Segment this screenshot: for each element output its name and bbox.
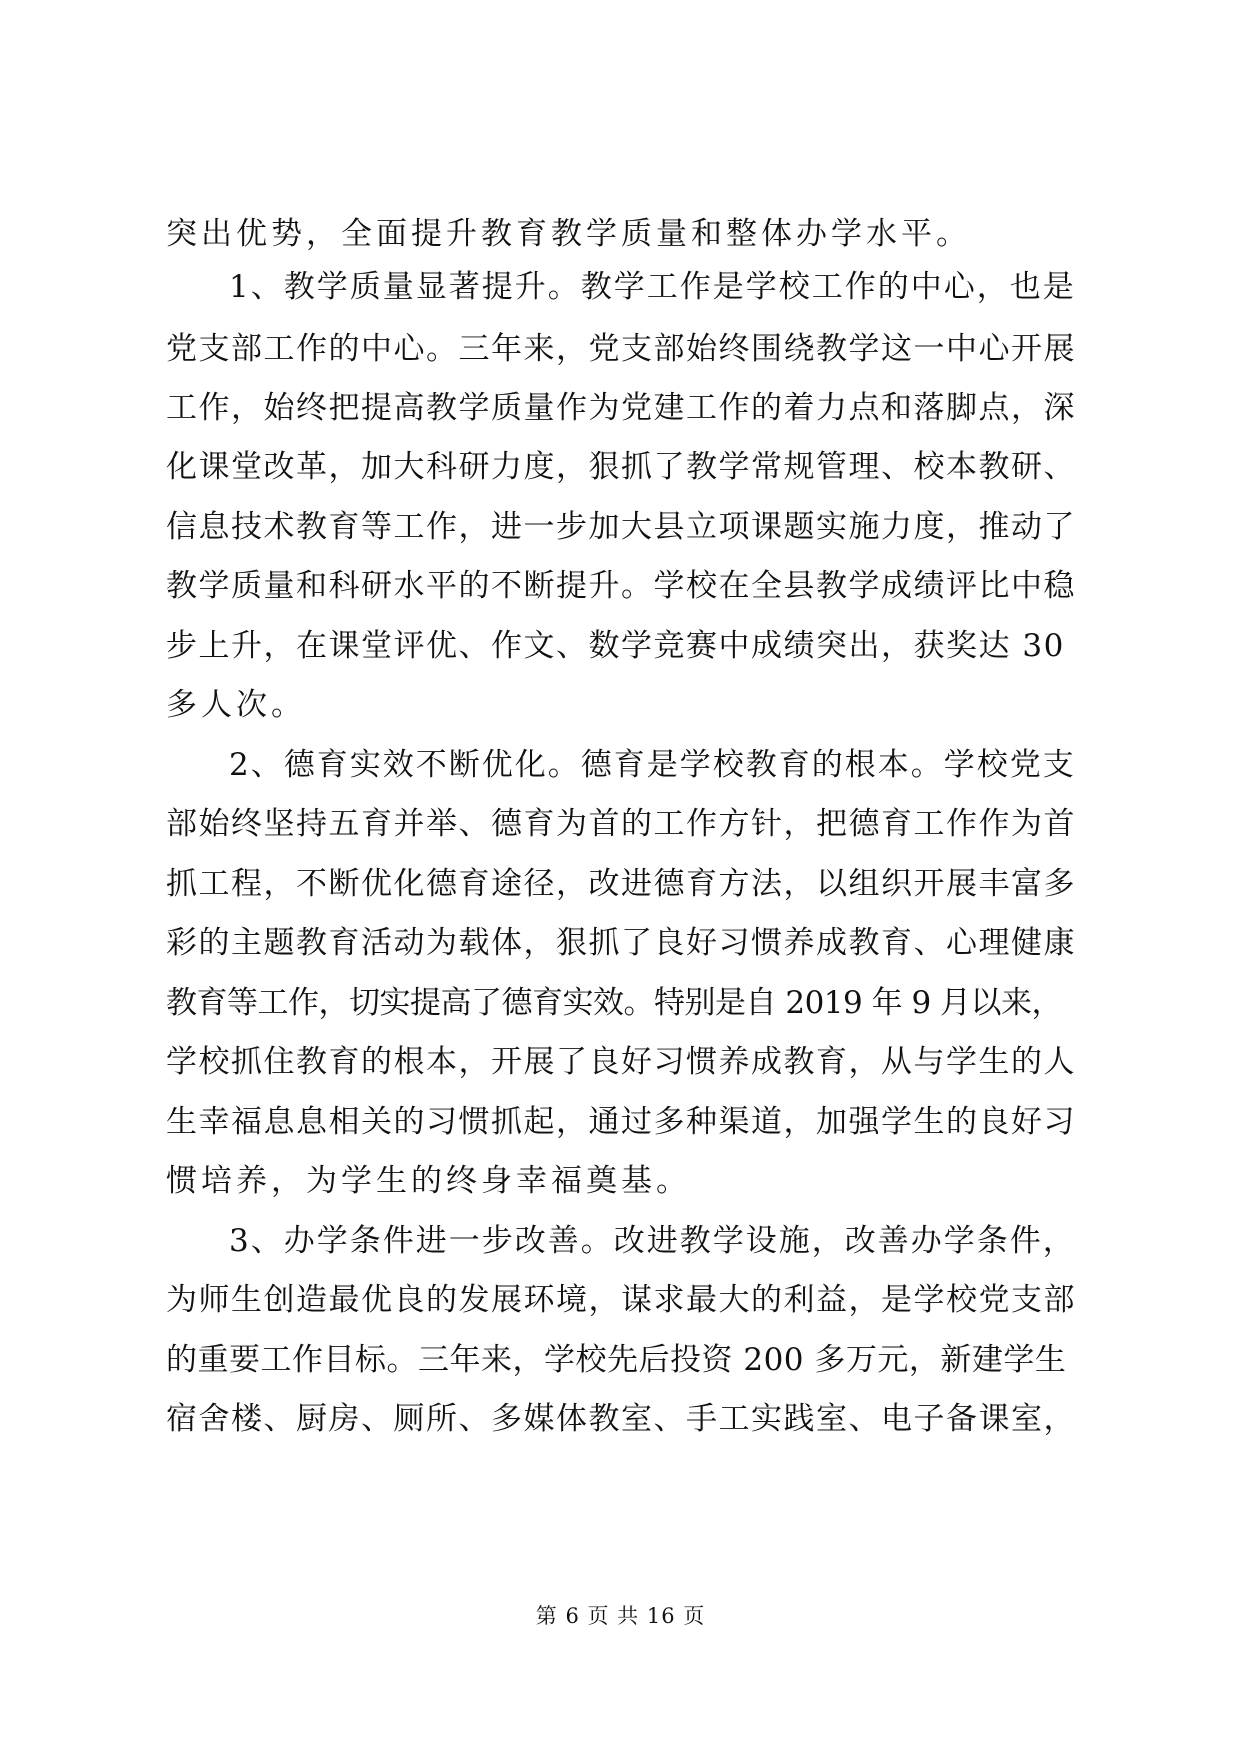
text-line: 多人次。	[166, 687, 306, 723]
text-line: 2、德育实效不断优化。德育是学校教育的根本。学校党支	[229, 747, 1076, 783]
text-line: 惯培养，为学生的终身幸福奠基。	[166, 1163, 691, 1199]
text-line: 抓工程，不断优化德育途径，改进德育方法，以组织开展丰富多	[166, 866, 1076, 902]
text-line: 学校抓住教育的根本，开展了良好习惯养成教育，从与学生的人	[166, 1044, 1076, 1080]
text-line: 彩的主题教育活动为载体，狠抓了良好习惯养成教育、心理健康	[166, 925, 1076, 961]
text-line: 的重要工作目标。三年来，学校先后投资 200 多万元，新建学生	[166, 1342, 1067, 1378]
text-line: 党支部工作的中心。三年来，党支部始终围绕教学这一中心开展	[166, 331, 1076, 367]
text-line: 宿舍楼、厨房、厕所、多媒体教室、手工实践室、电子备课室，	[166, 1401, 1076, 1437]
text-line: 为师生创造最优良的发展环境，谋求最大的利益，是学校党支部	[166, 1282, 1076, 1318]
text-line: 突出优势，全面提升教育教学质量和整体办学水平。	[166, 216, 971, 252]
text-line: 3、办学条件进一步改善。改进教学设施，改善办学条件，	[229, 1223, 1076, 1259]
text-line: 生幸福息息相关的习惯抓起，通过多种渠道，加强学生的良好习	[166, 1104, 1076, 1140]
text-line: 部始终坚持五育并举、德育为首的工作方针，把德育工作作为首	[166, 806, 1076, 842]
text-line: 教育等工作，切实提高了德育实效。特别是自 2019 年 9 月以来，	[166, 985, 1063, 1021]
page-number-footer: 第 6 页 共 16 页	[535, 1604, 706, 1628]
text-line: 教学质量和科研水平的不断提升。学校在全县教学成绩评比中稳	[166, 568, 1076, 604]
text-line: 化课堂改革，加大科研力度，狠抓了教学常规管理、校本教研、	[166, 449, 1076, 485]
text-line: 1、教学质量显著提升。教学工作是学校工作的中心，也是	[229, 269, 1076, 305]
text-line: 工作，始终把提高教学质量作为党建工作的着力点和落脚点，深	[166, 390, 1076, 426]
text-line: 步上升，在课堂评优、作文、数学竞赛中成绩突出，获奖达 30	[166, 628, 1065, 664]
text-line: 信息技术教育等工作，进一步加大县立项课题实施力度，推动了	[166, 509, 1076, 545]
